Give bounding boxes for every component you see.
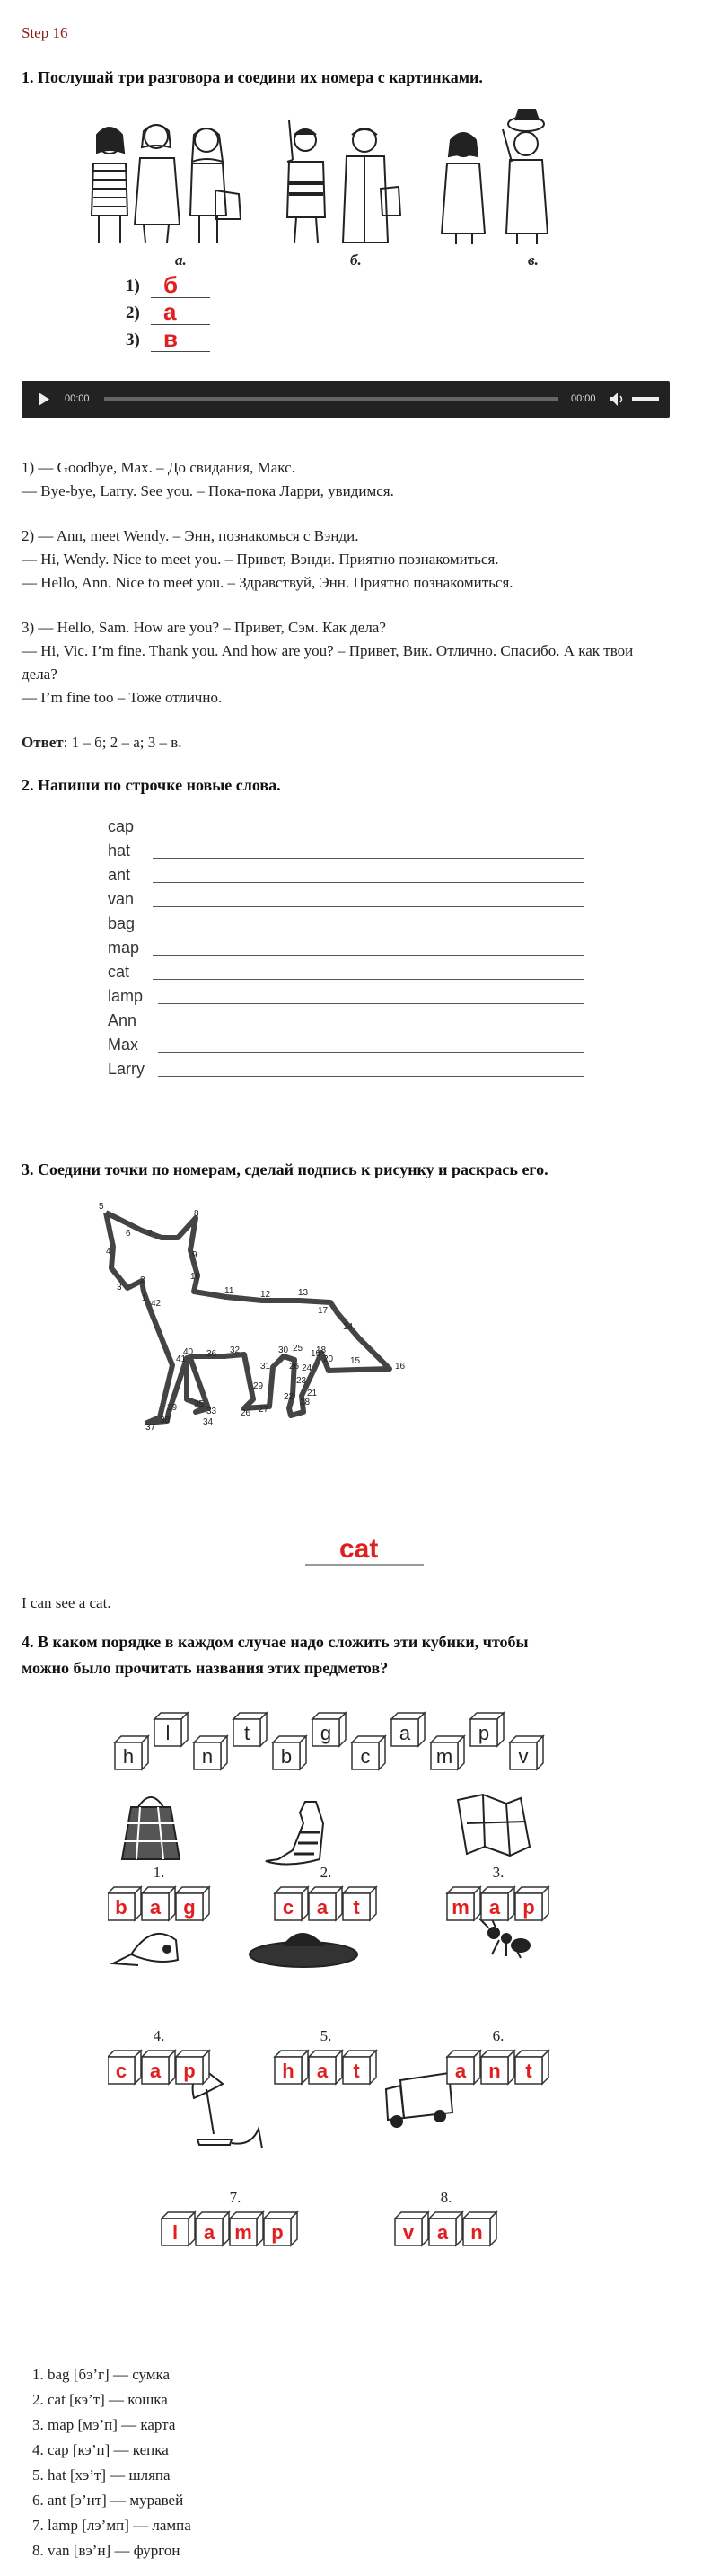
answer-letter: б xyxy=(163,271,179,298)
cube-letter: n xyxy=(201,1745,214,1768)
play-icon[interactable] xyxy=(38,393,50,406)
dot-label: 22 xyxy=(284,1392,294,1402)
word: Max xyxy=(108,1036,139,1054)
letter-cube xyxy=(176,2051,209,2084)
letter-cube xyxy=(154,1713,188,1746)
dot-label: 26 xyxy=(241,1408,251,1418)
step-title: Step 16 xyxy=(22,24,68,41)
letter-cube xyxy=(142,2051,175,2084)
letter-cube xyxy=(481,1887,514,1920)
letter-cube xyxy=(194,1736,227,1769)
letter-cube xyxy=(510,1736,543,1769)
cube-letter: b xyxy=(280,1745,293,1768)
dialogue-line: — Hi, Wendy. Nice to meet you. – Привет, Вэнди. Приятно познакомиться. xyxy=(22,551,499,568)
van-picture xyxy=(386,2073,452,2127)
cube-letter: c xyxy=(115,2060,127,2082)
item-number: 4. xyxy=(153,2027,165,2044)
dot-label: 32 xyxy=(230,1345,241,1355)
group-c-figures xyxy=(442,110,548,244)
cube-letter: t xyxy=(353,2060,360,2082)
progress-bar[interactable] xyxy=(104,397,558,401)
write-line xyxy=(158,1052,584,1053)
duration-time: 00:00 xyxy=(571,393,596,404)
dot-label: 38 xyxy=(160,1416,171,1425)
dot-label: 33 xyxy=(206,1407,217,1416)
item-number: 1. xyxy=(153,1864,165,1881)
word: Larry xyxy=(108,1060,145,1078)
word-row xyxy=(108,1056,592,1081)
cat-outline xyxy=(106,1213,390,1423)
task4-title-line: 4. В каком порядке в каждом случае надо сложить эти кубики, чтобы xyxy=(22,1633,529,1651)
letter-cube xyxy=(515,2051,548,2084)
current-time: 00:00 xyxy=(65,393,90,404)
dialogue-line: — I’m fine too – Тоже отлично. xyxy=(22,689,223,706)
word-row xyxy=(108,862,592,887)
dialogue-line: 1) — Goodbye, Max. – До свидания, Макс. xyxy=(22,459,295,476)
letter-cube xyxy=(275,2051,308,2084)
bag-picture xyxy=(122,1797,180,1859)
letter-cubes xyxy=(108,1698,584,1778)
dot-label: 6 xyxy=(126,1229,131,1239)
cube-letter: a xyxy=(316,2060,329,2082)
cube-letter: h xyxy=(122,1745,135,1768)
cube-letter: l xyxy=(165,1722,171,1744)
cube-letter: a xyxy=(149,1896,162,1919)
pic-label-a: а. xyxy=(175,251,187,269)
cube-letter: a xyxy=(399,1722,411,1744)
people-illustration xyxy=(81,108,584,278)
answer-line xyxy=(151,351,210,352)
dot-label: 37 xyxy=(145,1423,156,1433)
cube-letter: a xyxy=(488,1896,501,1919)
cube-letter: v xyxy=(402,2221,415,2244)
cube-letter: n xyxy=(488,2060,501,2082)
word-row xyxy=(108,838,592,862)
cube-letter: p xyxy=(478,1722,490,1744)
answer-row xyxy=(126,298,233,331)
dot-label: 16 xyxy=(395,1362,406,1372)
item-number: 8. xyxy=(440,2189,452,2206)
pic-label-c: в. xyxy=(528,251,539,269)
answer-num: 3) xyxy=(126,331,140,349)
item-number: 6. xyxy=(492,2027,505,2044)
letter-cube xyxy=(312,1713,346,1746)
dot-label: 2 xyxy=(140,1275,145,1285)
word: Ann xyxy=(108,1011,137,1029)
word: map xyxy=(108,939,140,957)
answer-letter: в xyxy=(163,325,178,352)
cube-letter: m xyxy=(234,2221,252,2244)
dot-label: 36 xyxy=(206,1349,217,1359)
dialogue-2 xyxy=(22,525,677,595)
write-line xyxy=(153,858,584,859)
letter-cube xyxy=(515,1887,548,1920)
word-row xyxy=(108,1032,592,1056)
task1-title: 1. Послушай три разговора и соедини их номера с картинками. xyxy=(22,68,483,86)
word: bag xyxy=(108,914,136,932)
map-picture xyxy=(458,1795,530,1856)
letter-cube xyxy=(108,1887,141,1920)
cube-letter: g xyxy=(183,1896,196,1919)
cube-letter: p xyxy=(183,2060,196,2082)
answer-num: 2) xyxy=(126,304,140,322)
word: cat xyxy=(108,963,130,981)
letter-cube xyxy=(352,1736,385,1769)
group-b-figures xyxy=(287,120,400,243)
letter-cube xyxy=(142,1887,175,1920)
dot-label: 39 xyxy=(167,1403,178,1413)
letter-cube xyxy=(309,2051,342,2084)
cube-letter: a xyxy=(203,2221,215,2244)
word: cap xyxy=(108,817,135,835)
cube-letter: v xyxy=(518,1745,529,1768)
dot-label: 17 xyxy=(318,1306,329,1316)
ant-picture xyxy=(479,1915,530,1958)
vocab-item: 4. cap [кэ’п] — кепка xyxy=(32,2441,169,2458)
letter-cube xyxy=(343,2051,376,2084)
answer1 xyxy=(22,731,677,754)
cat-picture xyxy=(266,1802,323,1865)
dialogue-line: — Bye-bye, Larry. See you. – Пока-пока Ларри, увидимся. xyxy=(22,482,394,499)
letter-cube xyxy=(264,2212,297,2245)
audio-player xyxy=(22,381,670,418)
vocab-item: 1. bag [бэ’г] — сумка xyxy=(32,2366,171,2383)
letter-cube xyxy=(162,2212,195,2245)
answer-line xyxy=(151,324,210,325)
word: lamp xyxy=(108,987,144,1005)
dot-label: 19 xyxy=(311,1349,321,1359)
letter-cube xyxy=(447,1887,480,1920)
dot-label: 9 xyxy=(192,1250,197,1260)
write-line xyxy=(153,906,584,907)
cube-letter: a xyxy=(436,2221,449,2244)
letter-cube xyxy=(431,1736,464,1769)
letter-cube xyxy=(115,1736,148,1769)
dot-label: 1 xyxy=(142,1293,147,1303)
vocab-item: 8. van [вэ’н] — фургон xyxy=(32,2542,180,2559)
answer-text: : 1 – б; 2 – а; 3 – в. xyxy=(63,734,182,751)
word: van xyxy=(108,890,135,908)
cap-picture xyxy=(113,1934,178,1965)
word-row xyxy=(108,984,592,1008)
dot-label: 41 xyxy=(176,1354,187,1364)
item-number: 7. xyxy=(229,2189,241,2206)
letter-cube xyxy=(275,1887,308,1920)
pic-label-b: б. xyxy=(350,251,362,269)
dot-label: 14 xyxy=(343,1322,354,1332)
dot-label: 34 xyxy=(203,1417,214,1427)
write-line xyxy=(158,1003,584,1004)
cube-letter: h xyxy=(282,2060,294,2082)
letter-cube xyxy=(233,1713,267,1746)
dot-label: 40 xyxy=(183,1347,194,1357)
vocab-item: 5. hat [хэ’т] — шляпа xyxy=(32,2466,171,2483)
cube-letter: n xyxy=(470,2221,483,2244)
task3-title: 3. Соедини точки по номерам, сделай подпись к рисунку и раскрась его. xyxy=(22,1160,548,1178)
cube-letter: p xyxy=(271,2221,284,2244)
dot-label: 20 xyxy=(323,1354,334,1364)
task2-title: 2. Напиши по строчке новые слова. xyxy=(22,776,281,794)
dot-label: 30 xyxy=(278,1345,289,1355)
dot-label: 12 xyxy=(260,1290,271,1300)
letter-cube xyxy=(470,1713,504,1746)
dot-label: 15 xyxy=(350,1356,361,1366)
vocab-item: 7. lamp [лэ’мп] — лампа xyxy=(32,2517,191,2534)
answer-num: 1) xyxy=(126,277,140,296)
dialogue-1 xyxy=(22,456,677,503)
task1-answers xyxy=(126,271,233,357)
dialogue-line: 2) — Ann, meet Wendy. – Энн, познакомься с Вэнди. xyxy=(22,527,359,544)
answer-row xyxy=(126,271,233,304)
dot-label: 3 xyxy=(117,1283,122,1292)
letter-cube xyxy=(108,2051,141,2084)
task4-items xyxy=(108,1787,601,2308)
letter-cube xyxy=(230,2212,263,2245)
letter-cube xyxy=(395,2212,428,2245)
cube-letter: m xyxy=(452,1896,469,1919)
vocab-item: 6. ant [э’нт] — муравей xyxy=(32,2492,184,2509)
cube-letter: g xyxy=(320,1722,332,1744)
word-row xyxy=(108,887,592,911)
letter-cube xyxy=(429,2212,462,2245)
cube-letter: t xyxy=(353,1896,360,1919)
cube-letter: t xyxy=(525,2060,532,2082)
vocab-list xyxy=(32,2362,191,2563)
dot-label: 8 xyxy=(194,1209,199,1219)
task4-title xyxy=(22,1629,677,1681)
volume-icon[interactable] xyxy=(609,392,625,407)
vocab-item: 2. cat [кэ’т] — кошка xyxy=(32,2391,168,2408)
item-number: 2. xyxy=(320,1864,332,1881)
volume-slider[interactable] xyxy=(632,397,659,401)
answer-line xyxy=(151,297,210,298)
item-number: 5. xyxy=(320,2027,332,2044)
dialogue-line: 3) — Hello, Sam. How are you? – Привет, Сэм. Как дела? xyxy=(22,619,386,636)
dot-label: 28 xyxy=(300,1398,311,1407)
cube-letter: b xyxy=(115,1896,127,1919)
cube-letter: p xyxy=(522,1896,535,1919)
word-row xyxy=(108,959,592,984)
dot-label: 29 xyxy=(253,1381,264,1391)
dot-label: 23 xyxy=(296,1376,307,1386)
cube-letter: a xyxy=(149,2060,162,2082)
answer-letter: а xyxy=(163,298,177,325)
cube-letter: a xyxy=(316,1896,329,1919)
letter-cube xyxy=(176,1887,209,1920)
task4-title-line: можно было прочитать названия этих предметов? xyxy=(22,1659,389,1677)
dot-label: 5 xyxy=(99,1202,104,1212)
dot-label: 25 xyxy=(293,1344,303,1354)
dialogue-3 xyxy=(22,616,659,710)
dot-label: 4 xyxy=(106,1247,111,1257)
letter-cube xyxy=(273,1736,306,1769)
letter-cube xyxy=(463,2212,496,2245)
dot-label: 31 xyxy=(260,1362,271,1372)
letter-cube xyxy=(196,2212,229,2245)
dot-label: 42 xyxy=(151,1299,162,1309)
cube-letter: c xyxy=(360,1745,371,1768)
hat-picture xyxy=(250,1934,357,1967)
dot-label: 18 xyxy=(316,1345,327,1355)
answer-label: Ответ xyxy=(22,734,64,751)
dot-label: 27 xyxy=(259,1405,269,1415)
cube-letter: t xyxy=(243,1722,250,1744)
dot-label: 7 xyxy=(147,1229,153,1239)
word-row xyxy=(108,814,592,838)
dot-label: 10 xyxy=(190,1272,201,1282)
letter-cube xyxy=(343,1887,376,1920)
write-line xyxy=(158,1076,584,1077)
letter-cube xyxy=(309,1887,342,1920)
dot-label: 11 xyxy=(224,1286,234,1296)
cube-letter: m xyxy=(435,1745,453,1768)
dot-label: 24 xyxy=(302,1363,312,1373)
group-a-figures xyxy=(92,125,241,243)
word: ant xyxy=(108,866,131,884)
letter-cube xyxy=(481,2051,514,2084)
task3-sentence: I can see a cat. xyxy=(22,1594,111,1611)
write-line xyxy=(153,955,584,956)
word-row xyxy=(108,911,592,935)
letter-cube xyxy=(391,1713,425,1746)
word: hat xyxy=(108,842,131,860)
dialogue-line: — Hi, Vic. I’m fine. Thank you. And how are you? – Привет, Вик. Отлично. Спасибо. А как твои дела? xyxy=(22,642,634,683)
vocab-item: 3. map [мэ’п] — карта xyxy=(32,2416,176,2433)
dialogue-line: — Hello, Ann. Nice to meet you. – Здравствуй, Энн. Приятно познакомиться. xyxy=(22,574,513,591)
dot-label: 21 xyxy=(307,1389,318,1398)
letter-cube xyxy=(447,2051,480,2084)
dot-to-dot-cat xyxy=(81,1195,619,1572)
dot-label: 35 xyxy=(194,1399,205,1409)
cube-letter: a xyxy=(454,2060,467,2082)
item-number: 3. xyxy=(492,1864,505,1881)
answer-row xyxy=(126,325,233,357)
cat-caption: cat xyxy=(339,1534,379,1564)
cube-letter: l xyxy=(171,2221,179,2244)
word-row xyxy=(108,1008,592,1032)
write-line xyxy=(153,882,584,883)
cube-letter: c xyxy=(282,1896,294,1919)
write-line xyxy=(153,979,584,980)
dot-label: 26 xyxy=(289,1362,300,1372)
dot-label: 13 xyxy=(298,1288,309,1298)
word-row xyxy=(108,935,592,959)
